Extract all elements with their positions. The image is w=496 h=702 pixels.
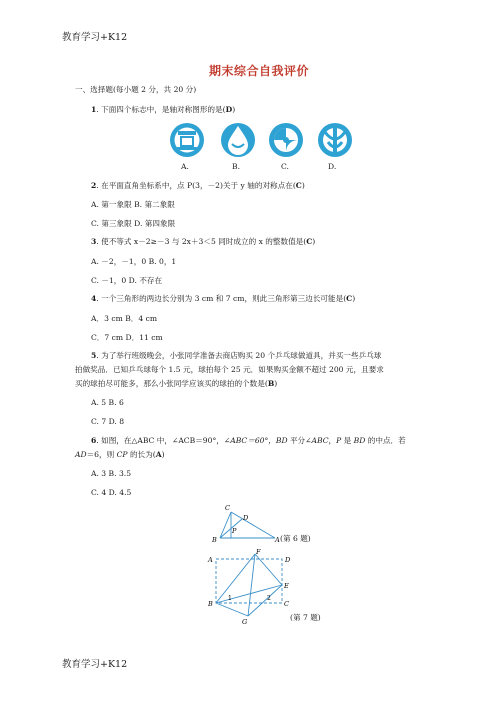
q6-options-line1: A. 3 B. 3.5 <box>91 469 132 478</box>
question-2 <box>91 180 305 191</box>
option-c-label: C. <box>281 162 289 171</box>
q5-options-line1: A. 5 B. 6 <box>91 398 124 407</box>
question-text: ， <box>328 436 337 445</box>
label-b: B <box>208 600 213 608</box>
question-text: ＝6，则 <box>86 450 117 459</box>
segment-bd: BD <box>275 436 288 445</box>
logo-row <box>160 120 360 162</box>
question-text: 平分∠ <box>287 436 312 445</box>
question-number: 2 <box>91 181 97 190</box>
question-text: 买的球拍尽可能多，那么小张同学应该买的球拍的个数是( <box>75 379 268 388</box>
label-e: E <box>284 582 289 590</box>
question-5-line2: 拍做奖品．已知乒乓球每个 1.5 元，球拍每个 25 元．如果购买金额不超过 200 元，且要求 <box>75 365 384 374</box>
angle-name: ABC <box>311 436 329 445</box>
logo-c-icon <box>269 123 303 157</box>
question-6-line2 <box>75 449 165 460</box>
question-text: 的中点．若 <box>365 436 406 445</box>
option-a-label: A. <box>181 162 189 171</box>
paren-close: ) <box>352 294 356 303</box>
logo-d-icon <box>318 123 352 157</box>
question-number: 4 <box>91 294 97 303</box>
label-f: F <box>256 548 261 556</box>
question-text: 的长为( <box>127 450 156 459</box>
q4-options-line1: A．3 cm B．4 cm <box>91 314 158 323</box>
point-p: P <box>336 436 342 445</box>
question-5 <box>91 350 381 361</box>
logo-b-icon <box>221 123 255 157</box>
q4-options-line2: C．7 cm D．11 cm <box>91 333 163 342</box>
question-5-line3 <box>75 378 277 389</box>
question-3 <box>91 236 315 247</box>
section-heading: 一、选择题(每小题 2 分，共 20 分) <box>75 85 197 94</box>
answer: C <box>346 294 353 303</box>
label-c: C <box>225 504 230 512</box>
paren-close: ) <box>161 450 165 459</box>
option-d-label: D. <box>328 162 337 171</box>
question-text: . 下面四个标志中，是轴对称图形的是( <box>96 105 226 114</box>
answer: D <box>225 105 233 114</box>
question-number: 1 <box>91 105 97 114</box>
answer: C <box>295 181 302 190</box>
question-text: . 为了举行班级晚会，小张同学准备去商店购买 20 个乒乓球做道具，并买一些乒乓球 <box>96 351 382 360</box>
angle-2-label: 2 <box>267 595 271 602</box>
question-4 <box>91 293 355 304</box>
logo-a-icon <box>170 123 204 157</box>
q3-options-line1: A. －2，－1，0 B. 0，1 <box>91 257 177 266</box>
question-text: . 如图，在△ABC 中，∠ACB＝90°， <box>96 436 224 445</box>
label-c: C <box>284 600 289 608</box>
q2-options-line2: C. 第三象限 D. 第四象限 <box>91 219 176 228</box>
question-1 <box>91 104 235 115</box>
question-number: 5 <box>91 351 97 360</box>
paren-close: ) <box>274 379 278 388</box>
q3-options-line2: C. －1，0 D. 不存在 <box>91 276 163 285</box>
q5-options-line2: C. 7 D. 8 <box>91 417 125 426</box>
segment-bd: BD <box>353 436 366 445</box>
segment-ad: AD <box>75 450 87 459</box>
page-header: 教育学习+K12 <box>62 32 128 43</box>
page-footer: 教育学习+K12 <box>62 659 128 670</box>
label-b: B <box>212 536 217 544</box>
question-number: 6 <box>91 436 97 445</box>
question-text: 是 <box>341 436 354 445</box>
q2-options-line1: A. 第一象限 B. 第二象限 <box>91 200 175 209</box>
answer: A <box>155 450 162 459</box>
figure-7-caption: (第 7 题) <box>290 613 321 622</box>
question-number: 3 <box>91 237 97 246</box>
label-g: G <box>242 618 248 626</box>
angle-1-label: 1 <box>228 595 232 602</box>
option-b-label: B. <box>232 162 240 171</box>
paren-close: ) <box>232 105 236 114</box>
segment-cp: CP <box>116 450 128 459</box>
answer: B <box>267 379 275 388</box>
paren-close: ) <box>312 237 316 246</box>
page-title: 期末综合自我评价 <box>209 64 310 78</box>
figure-6-caption: (第 6 题) <box>280 534 311 543</box>
q6-options-line2: C. 4 D. 4.5 <box>91 488 132 497</box>
question-text: . 在平面直角坐标系中，点 P(3，－2)关于 y 轴的对称点在( <box>96 181 296 190</box>
label-a: A <box>275 536 280 544</box>
answer: C <box>306 237 313 246</box>
label-d: D <box>243 514 249 522</box>
question-text: . 一个三角形的两边长分别为 3 cm 和 7 cm，则此三角形第三边长可能是( <box>96 294 347 303</box>
paren-close: ) <box>301 181 305 190</box>
angle-abc: ∠ABC＝60°， <box>223 436 276 445</box>
question-text: . 使不等式 x－2≥－3 与 2x＋3＜5 同时成立的 x 的整数值是( <box>96 237 307 246</box>
label-a: A <box>208 556 213 564</box>
label-d: D <box>285 556 291 564</box>
question-6 <box>91 435 406 446</box>
label-p: P <box>232 527 237 535</box>
